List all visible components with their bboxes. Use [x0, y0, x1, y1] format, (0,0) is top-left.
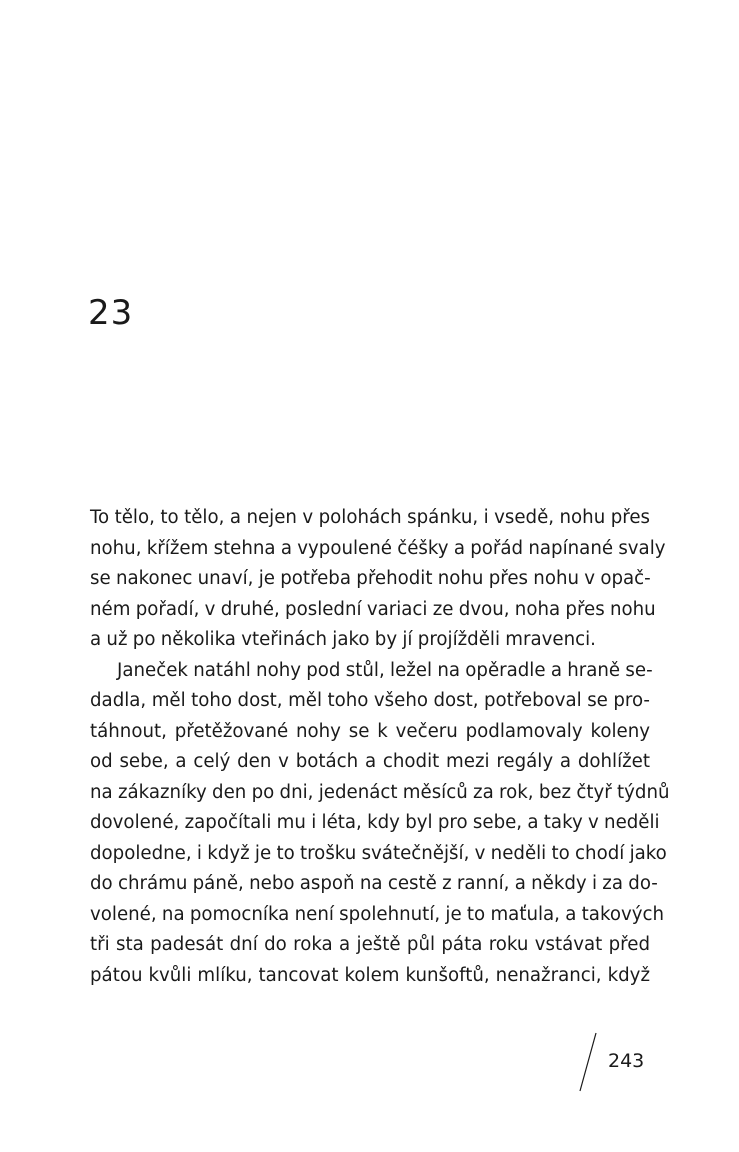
text-line: To tělo, to tělo, a nejen v polohách spánku, i vsedě, nohu přes [90, 507, 650, 528]
text-line: nohu, křížem stehna a vypoulené čéšky a pořád napínané svaly [90, 537, 666, 559]
body-text [90, 503, 670, 991]
text-line: ném pořadí, v druhé, poslední variaci ze dvou, noha přes nohu [90, 598, 656, 620]
text-line: a už po několika vteřinách jako by jí projížděli mravenci. [90, 629, 596, 650]
text-line: táhnout, přetěžované nohy se k večeru podlamovaly koleny [90, 720, 650, 742]
text-line: dopoledne, i když je to trošku svátečnější, v neděli to chodí jako [90, 842, 667, 864]
page-number: 243 [608, 1050, 645, 1072]
chapter-number: 23 [88, 293, 134, 333]
page-number-divider [578, 1032, 598, 1092]
text-line: od sebe, a celý den v botách a chodit mezi regály a dohlížet [90, 751, 650, 772]
text-line: dadla, měl toho dost, měl toho všeho dost, potřeboval se pro- [90, 690, 650, 711]
text-line: pátou kvůli mlíku, tancovat kolem kunšoftů, nenažranci, když [90, 964, 650, 986]
text-line: do chrámu páně, nebo aspoň na cestě z ranní, a někdy i za do- [90, 873, 658, 894]
text-line: se nakonec unaví, je potřeba přehodit nohu přes nohu v opač- [90, 568, 651, 589]
text-line: Janeček natáhl nohy pod stůl, ležel na opěradle a hraně se- [117, 659, 653, 681]
text-line: tři sta padesát dní do roka a ještě půl páta roku vstávat před [90, 934, 650, 955]
text-line: na zákazníky den po dni, jedenáct měsíců za rok, bez čtyř týdnů [90, 781, 670, 803]
text-line: dovolené, započítali mu i léta, kdy byl pro sebe, a taky v neděli [90, 812, 660, 833]
text-line: volené, na pomocníka není spolehnutí, je to maťula, a takových [90, 903, 665, 925]
